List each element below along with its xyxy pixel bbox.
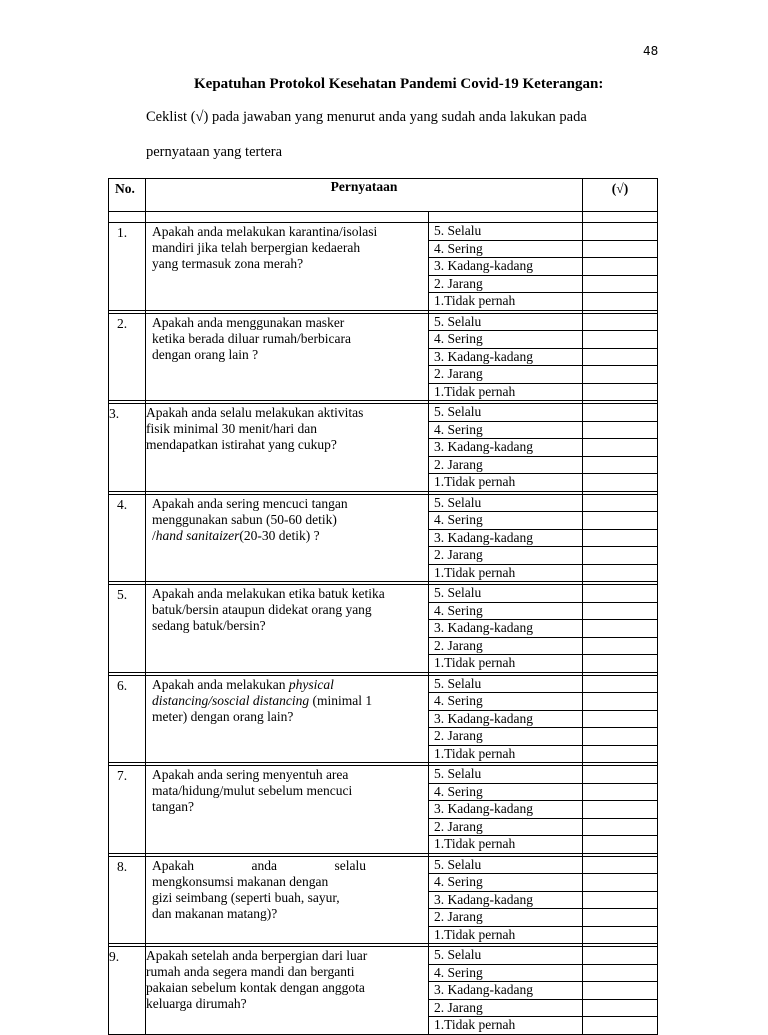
statement-line: Apakah setelah anda berpergian dari luar [146,948,368,963]
answer-option: 3. Kadang-kadang [429,439,583,457]
check-cell[interactable] [583,982,658,1000]
answer-option: 5. Selalu [429,947,583,965]
answer-option: 3. Kadang-kadang [429,891,583,909]
question-statement [146,494,429,582]
check-cell[interactable] [583,348,658,366]
question-number: 1. [109,223,146,311]
document-title: Kepatuhan Protokol Kesehatan Pandemi Covid-19 Keterangan: [194,76,604,92]
answer-option: 5. Selalu [429,404,583,422]
statement-line: rumah anda segera mandi dan berganti [146,964,355,979]
answer-option: 4. Sering [429,874,583,892]
answer-option: 1.Tidak pernah [429,383,583,401]
instruction-line-1: Ceklist (√) pada jawaban yang menurut anda yang sudah anda lakukan pada [146,109,587,125]
answer-option: 2. Jarang [429,728,583,746]
answer-option: 4. Sering [429,783,583,801]
answer-option: 2. Jarang [429,637,583,655]
answer-option: 3. Kadang-kadang [429,710,583,728]
check-cell[interactable] [583,637,658,655]
answer-option: 1.Tidak pernah [429,926,583,944]
questionnaire-table [108,178,658,1035]
check-cell[interactable] [583,366,658,384]
check-cell[interactable] [583,223,658,241]
answer-option: 2. Jarang [429,818,583,836]
statement-line: menggunakan sabun (50-60 detik) [152,511,337,527]
question-number: 7. [109,766,146,854]
statement-line: dengan orang lain ? [152,346,259,362]
answer-option: 5. Selalu [429,313,583,331]
answer-option: 5. Selalu [429,585,583,603]
answer-option: 1.Tidak pernah [429,564,583,582]
answer-option: 3. Kadang-kadang [429,258,583,276]
statement-line: mandiri jika telah berpergian kedaerah [152,240,361,255]
question-number: 3. [109,404,146,492]
check-cell[interactable] [583,331,658,349]
answer-option: 4. Sering [429,512,583,530]
table-row [109,313,658,331]
statement-line: Apakah anda melakukan etika batuk ketika [152,586,385,601]
answer-option: 4. Sering [429,421,583,439]
answer-option: 4. Sering [429,964,583,982]
check-cell[interactable] [583,874,658,892]
check-cell[interactable] [583,964,658,982]
answer-option: 1.Tidak pernah [429,836,583,854]
statement-line: gizi seimbang (seperti buah, sayur, [152,889,340,905]
question-statement [146,585,429,673]
table-row [109,675,658,693]
check-cell[interactable] [583,383,658,401]
table-header-row [109,179,658,212]
page-number: 48 [643,44,659,58]
answer-option: 1.Tidak pernah [429,474,583,492]
check-cell[interactable] [583,783,658,801]
check-cell[interactable] [583,999,658,1017]
question-statement [146,313,429,401]
answer-option: 3. Kadang-kadang [429,982,583,1000]
answer-option: 5. Selalu [429,766,583,784]
answer-option: 4. Sering [429,331,583,349]
check-cell[interactable] [583,404,658,422]
answer-option: 5. Selalu [429,675,583,693]
table-row [109,494,658,512]
check-cell[interactable] [583,474,658,492]
table-row [109,947,658,965]
statement-line: Apakah anda selalu [152,857,366,873]
statement-line: fisik minimal 30 menit/hari dan [146,421,317,436]
question-number: 8. [109,856,146,944]
check-cell[interactable] [583,602,658,620]
table-row [109,766,658,784]
check-cell[interactable] [583,547,658,565]
check-cell[interactable] [583,585,658,603]
check-cell[interactable] [583,766,658,784]
statement-line: Apakah anda selalu melakukan aktivitas [146,405,364,420]
check-cell[interactable] [583,494,658,512]
answer-option: 1.Tidak pernah [429,745,583,763]
answer-option: 3. Kadang-kadang [429,801,583,819]
check-cell[interactable] [583,240,658,258]
question-number: 5. [109,585,146,673]
answer-option: 5. Selalu [429,223,583,241]
table-row [109,223,658,241]
check-cell[interactable] [583,745,658,763]
question-number: 9. [109,947,146,1035]
statement-line: Apakah anda melakukan karantina/isolasi [152,224,378,239]
statement-line: Apakah anda sering menyentuh area [152,767,349,782]
check-cell[interactable] [583,258,658,276]
question-statement [146,223,429,311]
question-statement [146,675,429,763]
check-cell[interactable] [583,710,658,728]
statement-line: distancing/soscial distancing (minimal 1 [152,692,373,708]
statement-line: ketika berada diluar rumah/berbicara [152,330,352,346]
check-cell[interactable] [583,926,658,944]
statement-line: mengkonsumsi makanan dengan [152,873,329,889]
statement-line: batuk/bersin ataupun didekat orang yang [152,602,372,617]
check-cell[interactable] [583,947,658,965]
answer-option: 2. Jarang [429,999,583,1017]
check-cell[interactable] [583,439,658,457]
statement-line: Apakah anda melakukan physical [152,676,334,692]
header-check: (√) [583,179,658,212]
answer-option: 3. Kadang-kadang [429,529,583,547]
question-number: 6. [109,675,146,763]
check-cell[interactable] [583,620,658,638]
statement-line: Apakah anda menggunakan masker [152,314,345,330]
question-statement [146,947,429,1035]
check-cell[interactable] [583,675,658,693]
statement-line: pakaian sebelum kontak dengan anggota [146,980,365,995]
check-cell[interactable] [583,275,658,293]
answer-option: 1.Tidak pernah [429,655,583,673]
statement-line: mendapatkan istirahat yang cukup? [146,437,337,452]
check-cell[interactable] [583,421,658,439]
table-row [109,404,658,422]
statement-line: dan makanan matang)? [152,905,278,921]
check-cell[interactable] [583,1017,658,1035]
answer-option: 2. Jarang [429,366,583,384]
check-cell[interactable] [583,891,658,909]
check-cell[interactable] [583,693,658,711]
table-row [109,856,658,874]
statement-line: keluarga dirumah? [146,996,247,1011]
answer-option: 1.Tidak pernah [429,1017,583,1035]
answer-option: 2. Jarang [429,456,583,474]
statement-line: mata/hidung/mulut sebelum mencuci [152,783,353,798]
check-cell[interactable] [583,655,658,673]
question-statement [146,856,429,944]
check-cell[interactable] [583,313,658,331]
row-spacer [109,212,658,223]
check-cell[interactable] [583,728,658,746]
answer-option: 4. Sering [429,693,583,711]
check-cell[interactable] [583,801,658,819]
check-cell[interactable] [583,512,658,530]
check-cell[interactable] [583,856,658,874]
check-cell[interactable] [583,564,658,582]
statement-line: /hand sanitaizer(20-30 detik) ? [152,527,320,543]
answer-option: 5. Selalu [429,856,583,874]
answer-option: 2. Jarang [429,547,583,565]
check-cell[interactable] [583,456,658,474]
answer-option: 3. Kadang-kadang [429,620,583,638]
question-number: 2. [109,313,146,401]
answer-option: 5. Selalu [429,494,583,512]
answer-option: 3. Kadang-kadang [429,348,583,366]
answer-option: 4. Sering [429,240,583,258]
instruction-line-2: pernyataan yang tertera [146,144,283,160]
statement-line: meter) dengan orang lain? [152,708,294,724]
check-cell[interactable] [583,909,658,927]
statement-line: sedang batuk/bersin? [152,618,266,633]
question-number: 4. [109,494,146,582]
table-row [109,585,658,603]
check-cell[interactable] [583,818,658,836]
answer-option: 4. Sering [429,602,583,620]
statement-line: yang termasuk zona merah? [152,256,304,271]
check-cell[interactable] [583,293,658,311]
statement-line: tangan? [152,799,194,814]
check-cell[interactable] [583,836,658,854]
answer-option: 2. Jarang [429,275,583,293]
question-statement [146,404,429,492]
check-cell[interactable] [583,529,658,547]
question-statement [146,766,429,854]
statement-line: Apakah anda sering mencuci tangan [152,495,348,511]
answer-option: 2. Jarang [429,909,583,927]
header-no: No. [109,179,146,212]
header-statement: Pernyataan [146,179,583,212]
answer-option: 1.Tidak pernah [429,293,583,311]
